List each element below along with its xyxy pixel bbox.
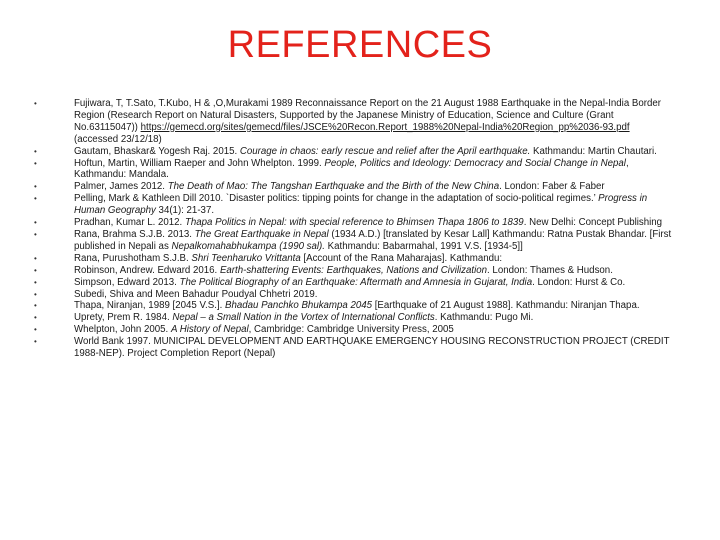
bullet-icon: •: [34, 194, 37, 204]
reference-text: , Kathmandu: Mandala.: [74, 157, 629, 181]
bullet-icon: •: [34, 229, 37, 239]
reference-text: Subedi, Shiva and Meen Bahadur Poudyal Chhetri 2019.: [74, 288, 318, 300]
bullet-icon: •: [34, 337, 37, 347]
reference-text: World Bank 1997. MUNICIPAL DEVELOPMENT AND EARTHQUAKE EMERGENCY HOUSING RECONSTRUCTION PROJECT (CREDIT 1988-NEP). Project Completion Report (Nepal): [74, 336, 670, 360]
reference-title: The Great Earthquake in Nepal: [194, 228, 329, 240]
reference-item-pradhan: [34, 217, 674, 229]
page-title: REFERENCES: [227, 24, 493, 66]
reference-text: (accessed 23/12/18): [74, 133, 162, 145]
reference-item-fujiwara: [34, 98, 674, 146]
reference-text: Simpson, Edward 2013.: [74, 276, 180, 288]
reference-text: Rana, Brahma S.J.B. 2013.: [74, 228, 195, 240]
reference-text: (1934 A.D.) [translated by Kesar Lall] Kathmandu: Ratna Pustak Bhandar. [First published in Nepali as: [74, 228, 672, 252]
reference-item-hoftun: [34, 158, 674, 182]
reference-text: [Account of the Rana Maharajas]. Kathmandu:: [300, 252, 503, 264]
reference-text: Thapa, Niranjan, 1989 [2045 V.S.].: [74, 300, 225, 312]
reference-title: Nepalkomahabhukampa (1990 sal).: [171, 240, 325, 252]
reference-item-whelpton: [34, 324, 674, 336]
reference-text: Uprety, Prem R. 1984.: [74, 312, 173, 324]
reference-title: Nepal – a Small Nation in the Vortex of International Conflicts: [172, 312, 435, 324]
bullet-icon: •: [34, 265, 37, 275]
reference-text: Kathmandu: Babarmahal, 1991 V.S. [1934-5]]: [324, 240, 523, 252]
bullet-icon: •: [34, 146, 37, 156]
reference-text: Robinson, Andrew. Edward 2016.: [74, 264, 220, 276]
reference-item-world-bank: [34, 336, 674, 360]
reference-item-uprety: [34, 312, 674, 324]
reference-text: Rana, Purushotham S.J.B.: [74, 252, 192, 264]
reference-title: Bhadau Panchko Bhukampa 2045: [224, 300, 373, 312]
reference-list: [34, 98, 674, 360]
bullet-icon: •: [34, 99, 37, 108]
reference-text: Hoftun, Martin, William Raeper and John Whelpton. 1999.: [74, 157, 325, 169]
reference-text: . London: Hurst & Co.: [532, 276, 626, 288]
bullet-icon: •: [34, 158, 37, 168]
reference-text: [Earthquake of 21 August 1988]. Kathmandu: Niranjan Thapa.: [372, 300, 640, 312]
reference-title: The Death of Mao: The Tangshan Earthquake and the Birth of the New China: [167, 181, 500, 193]
reference-item-thapa: [34, 300, 674, 312]
reference-title: Courage in chaos: early rescue and relief after the April earthquake.: [239, 145, 531, 157]
reference-text: Whelpton, John 2005.: [74, 324, 171, 336]
reference-item-subedi: [34, 289, 674, 301]
bullet-icon: •: [34, 301, 37, 311]
reference-item-pelling: [34, 193, 674, 217]
reference-item-gautam: [34, 146, 674, 158]
reference-item-rana-brahma: [34, 229, 674, 253]
bullet-icon: •: [34, 218, 37, 228]
reference-title: Thapa Politics in Nepal: with special reference to Bhimsen Thapa 1806 to 1839: [184, 217, 524, 229]
reference-text: , Cambridge: Cambridge University Press, 2005: [248, 324, 454, 336]
reference-text: . London: Faber & Faber: [499, 181, 605, 193]
reference-title: A History of Nepal: [170, 324, 249, 336]
reference-text: Fujiwara, T, T.Sato, T.Kubo, H & ,O,Murakami 1989 Reconnaissance Report on the 21 August 1988 Earthquake in the Nepal-India Border Region (Research Report on Natural Disasters, Supported by the Japanese Ministry of Education, Science and Culture (Grant No.63115047)): [74, 98, 661, 133]
reference-title: Earth-shattering Events: Earthquakes, Nations and Civilization: [219, 264, 488, 276]
bullet-icon: •: [34, 289, 37, 299]
reference-title: Shri Teenharuko Vrittanta: [191, 252, 301, 264]
reference-text: . New Delhi: Concept Publishing: [523, 217, 663, 229]
reference-text: Gautam, Bhaskar& Yogesh Raj. 2015.: [74, 145, 240, 157]
reference-text: . Kathmandu: Pugo Mi.: [434, 312, 534, 324]
reference-item-palmer: [34, 181, 674, 193]
bullet-icon: •: [34, 277, 37, 287]
reference-title: Progress in Human Geography: [74, 193, 648, 217]
reference-text: Kathmandu: Martin Chautari.: [530, 145, 657, 157]
bullet-icon: •: [34, 313, 37, 323]
reference-item-rana-purushotham: [34, 253, 674, 265]
reference-text: . London: Thames & Hudson.: [487, 264, 613, 276]
reference-title: People, Politics and Ideology: Democracy and Social Change in Nepal: [324, 157, 626, 169]
bullet-icon: •: [34, 182, 37, 192]
reference-title: The Political Biography of an Earthquake: Aftermath and Amnesia in Gujarat, India: [179, 276, 533, 288]
reference-text: Pelling, Mark & Kathleen Dill 2010. `Disaster politics: tipping points for change in the adaptation of socio-political regimes.’: [74, 193, 599, 205]
bullet-icon: •: [34, 325, 37, 335]
bullet-icon: •: [34, 253, 37, 263]
reference-link[interactable]: https://gemecd.org/sites/gemecd/files/JSCE%20Recon.Report_1988%20Nepal-India%20Region_pp%2036-93.pdf: [140, 121, 630, 133]
reference-text: Pradhan, Kumar L. 2012.: [74, 217, 185, 229]
reference-text: 34(1): 21-37.: [155, 205, 215, 217]
reference-item-robinson: [34, 265, 674, 277]
reference-item-simpson: [34, 277, 674, 289]
reference-text: Palmer, James 2012.: [74, 181, 168, 193]
